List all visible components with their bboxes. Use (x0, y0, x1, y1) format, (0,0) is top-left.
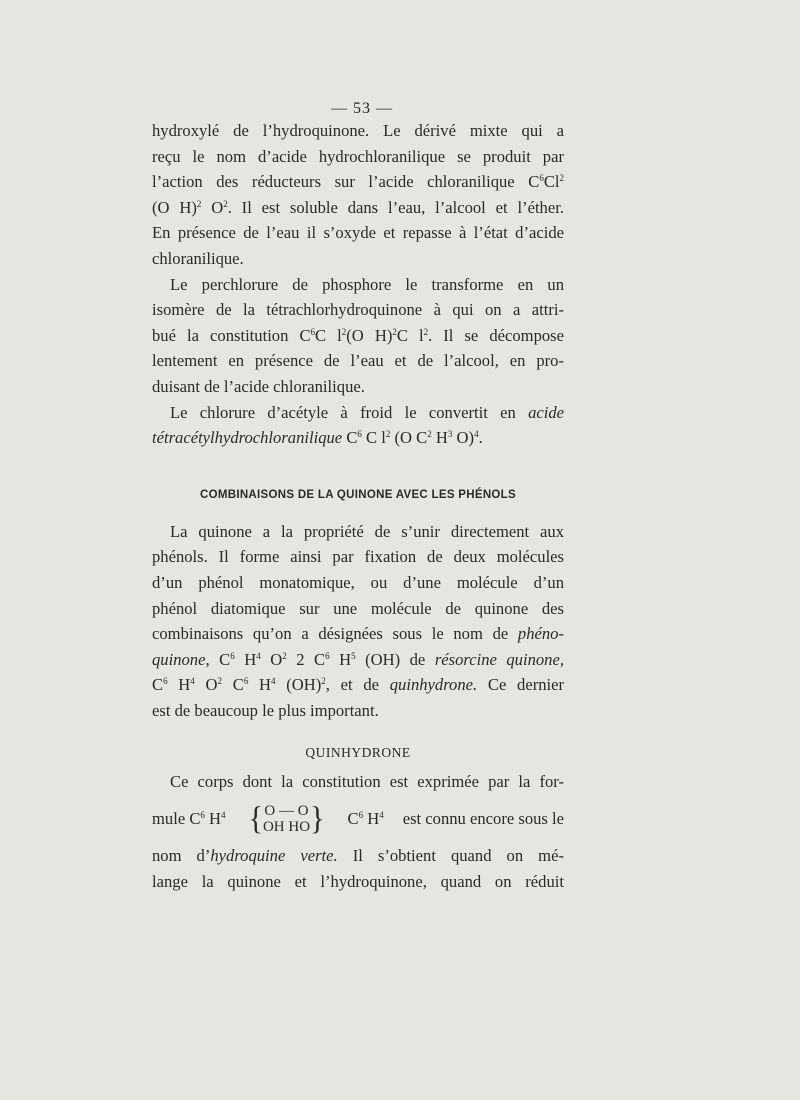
paragraph-line: l’action des réducteurs sur l’acide chloranilique $C^6Cl^2$ (152, 172, 564, 192)
paragraph: La quinone a la propriété de s’unir directement aux (170, 521, 564, 541)
text-column (152, 118, 564, 894)
paragraph: hydroxylé de l’hydroquinone. Le dérivé mixte qui a (152, 121, 564, 140)
paragraph-line: bué la constitution $C^6C$ $l^2(O$ H)$^2$C $l^2$. Il se décompose (152, 325, 564, 345)
paragraph-line: nom d’hydroquine verte. Il s’obtient quand on mé- (152, 846, 564, 866)
formula-line (152, 795, 564, 843)
paragraph-line: lange la quinone et l’hydroquinone, quand on réduit (152, 871, 564, 891)
paragraph-line: phénol diatomique sur une molécule de quinone des (152, 598, 564, 618)
formula-post-text: est connu encore sous le (402, 809, 564, 829)
formula-suffix: $C^6$ $H^4$ (347, 809, 384, 829)
paragraph-line: isomère de la tétrachlorhydroquinone à qui on a attri- (152, 300, 564, 320)
paragraph-line: phénols. Il forme ainsi par fixation de deux molécules (152, 547, 564, 567)
paragraph-line: combinaisons qu’on a désignées sous le nom de phéno- (152, 624, 564, 644)
paragraph-line: $C^6$ $H^4$ $O^2$ $C^6$ $H^4$ (OH)$^2$, et de quinhydrone. Ce dernier (152, 675, 565, 695)
paragraph-line: En présence de l’eau il s’oxyde et repasse à l’état d’acide (152, 223, 564, 243)
paragraph: Le perchlorure de phosphore le transforme en un (170, 274, 564, 294)
paragraph-line: quinone, $C^6$ $H^4$ $O^2$ 2 $C^6$ $H^5$ (OH) de résorcine quinone, (152, 649, 564, 669)
paragraph-line: est de beaucoup le plus important. (152, 700, 379, 720)
subsection-title: QUINHYDRONE (305, 745, 411, 761)
paragraph-line: lentement en présence de l’eau et de l’alcool, en pro- (152, 351, 564, 371)
paragraph-line: duisant de l’acide chloranilique. (152, 376, 365, 396)
right-brace: } (310, 800, 325, 837)
paragraph-line: d’un phénol monatomique, ou d’une molécule d’un (152, 572, 564, 592)
paragraph-line: tétracétylhydrochloranilique $C^6$ C $l^2$ (O $C^2$ $H^3$ O)$^4$. (152, 428, 483, 448)
formula-prefix: mule $C^6$ $H^4$ (152, 809, 226, 829)
formula-stack: O — O OH HO (262, 803, 311, 836)
formula-brace-group (248, 800, 325, 837)
paragraph-line: (O H)$^2$ $O^2$. Il est soluble dans l’eau, l’alcool et l’éther. (152, 197, 564, 217)
left-brace: { (248, 800, 263, 837)
page-number: — 53 — (331, 100, 393, 117)
paragraph-line: reçu le nom d’acide hydrochloranilique se produit par (152, 146, 564, 166)
paragraph-line: chloranilique. (152, 248, 244, 268)
section-title: COMBINAISONS DE LA QUINONE AVEC LES PHÉNOLS (200, 488, 516, 501)
paragraph: Le chlorure d’acétyle à froid le convertit en acide (170, 402, 564, 422)
paragraph: Ce corps dont la constitution est exprimée par la for- (170, 772, 564, 792)
